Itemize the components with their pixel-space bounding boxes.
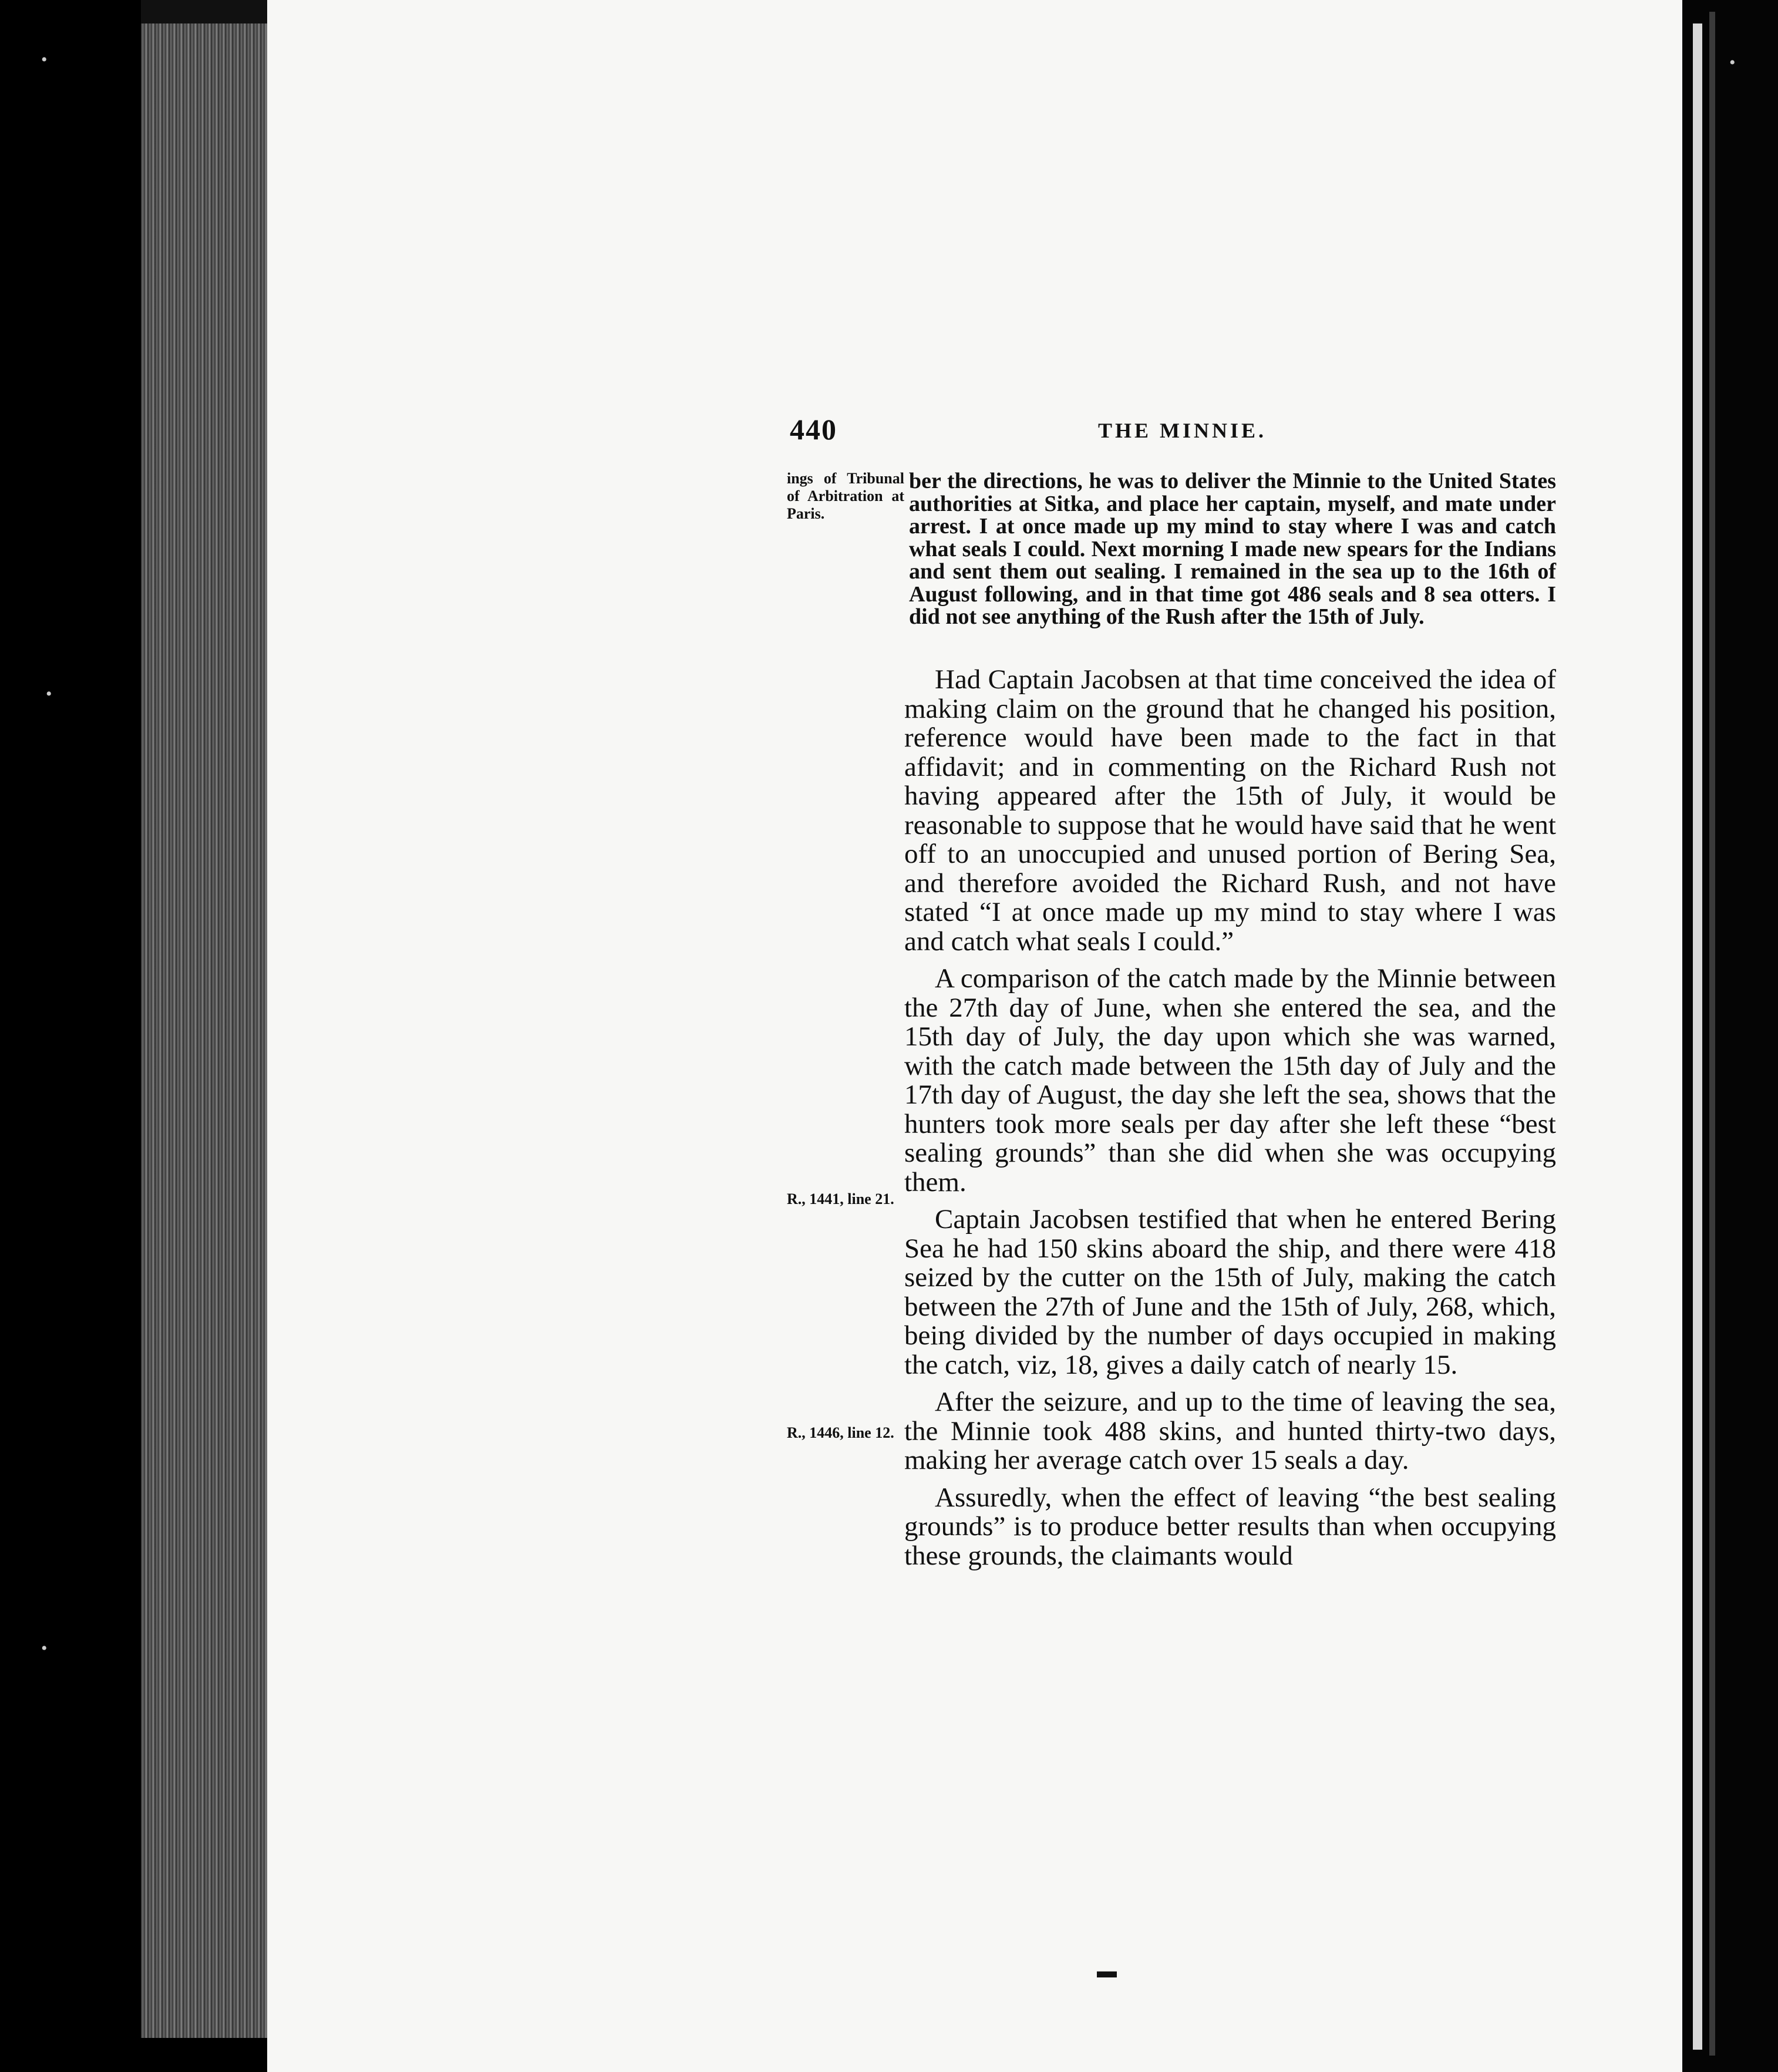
running-head: THE MINNIE. bbox=[1098, 419, 1267, 442]
margin-note: ings of Tribunal of Arbitration at Paris. bbox=[787, 470, 904, 522]
facing-page-strip bbox=[1693, 23, 1702, 2050]
margin-note: R., 1446, line 12. bbox=[787, 1424, 894, 1441]
scan-speck: • bbox=[41, 50, 48, 69]
margin-note: R., 1441, line 21. bbox=[787, 1190, 894, 1207]
facing-page-edge bbox=[1682, 0, 1778, 2072]
paragraph: Had Captain Jacobsen at that time conceived the idea of making claim on the ground that he changed his position, reference would have been made to the fact in that affidavit; and in commenting on the Richard Rush not having appeared after the 15th of July, it would be reasonable to suppose that he would have said that he went off to an unoccupied and unused portion of Bering Sea, and therefore avoided the Richard Rush, and not have stated “I at once made up my mind to stay where I was and catch what seals I could.” bbox=[904, 664, 1556, 957]
paragraph: A comparison of the catch made by the Minnie between the 27th day of June, when she entered the sea, and the 15th day of July, the day upon which she was warned, with the catch made between the 15th day of July and the 17th day of August, the day she left the sea, shows that the hunters took more seals per day after she left these “best sealing grounds” than she did when she was occupying them. bbox=[904, 963, 1556, 1198]
paragraph: After the seizure, and up to the time of leaving the sea, the Minnie took 488 skins, and hunted thirty-two days, making her average catch over 15 seals a day. bbox=[904, 1387, 1556, 1475]
scan-speck: • bbox=[41, 1639, 48, 1658]
paragraph: Assuredly, when the effect of leaving “the best sealing grounds” is to produce better results than when occupying these grounds, the claimants would bbox=[904, 1482, 1556, 1571]
page-speck: ▬ bbox=[1097, 1960, 1117, 1982]
affidavit-quote bbox=[909, 470, 1556, 628]
scan-speck: • bbox=[1729, 53, 1736, 72]
paragraph: Captain Jacobsen testified that when he entered Bering Sea he had 150 skins aboard the ship, and there were 418 seized by the cutter on the 15th of July, making the catch between the 27th of June and the 15th of July, 268, which, being divided by the number of days occupied in making the catch, viz, 18, gives a daily catch of nearly 15. bbox=[904, 1204, 1556, 1380]
affidavit-quote-text: ber the directions, he was to deliver the Minnie to the United States authorities at Sitka, and place her captain, myself, and mate under arrest. I at once made up my mind to stay where I was and catch what seals I could. Next morning I made new spears for the Indians and sent them out sealing. I remained in the sea up to the 16th of August following, and in that time got 486 seals and 8 sea otters. I did not see anything of the Rush after the 15th of July. bbox=[909, 469, 1556, 629]
facing-page-strip-dark bbox=[1709, 12, 1715, 2056]
page-number: 440 bbox=[790, 413, 837, 446]
book-edge bbox=[141, 23, 267, 2038]
scan-speck: • bbox=[46, 684, 52, 704]
body-text bbox=[904, 665, 1556, 1579]
